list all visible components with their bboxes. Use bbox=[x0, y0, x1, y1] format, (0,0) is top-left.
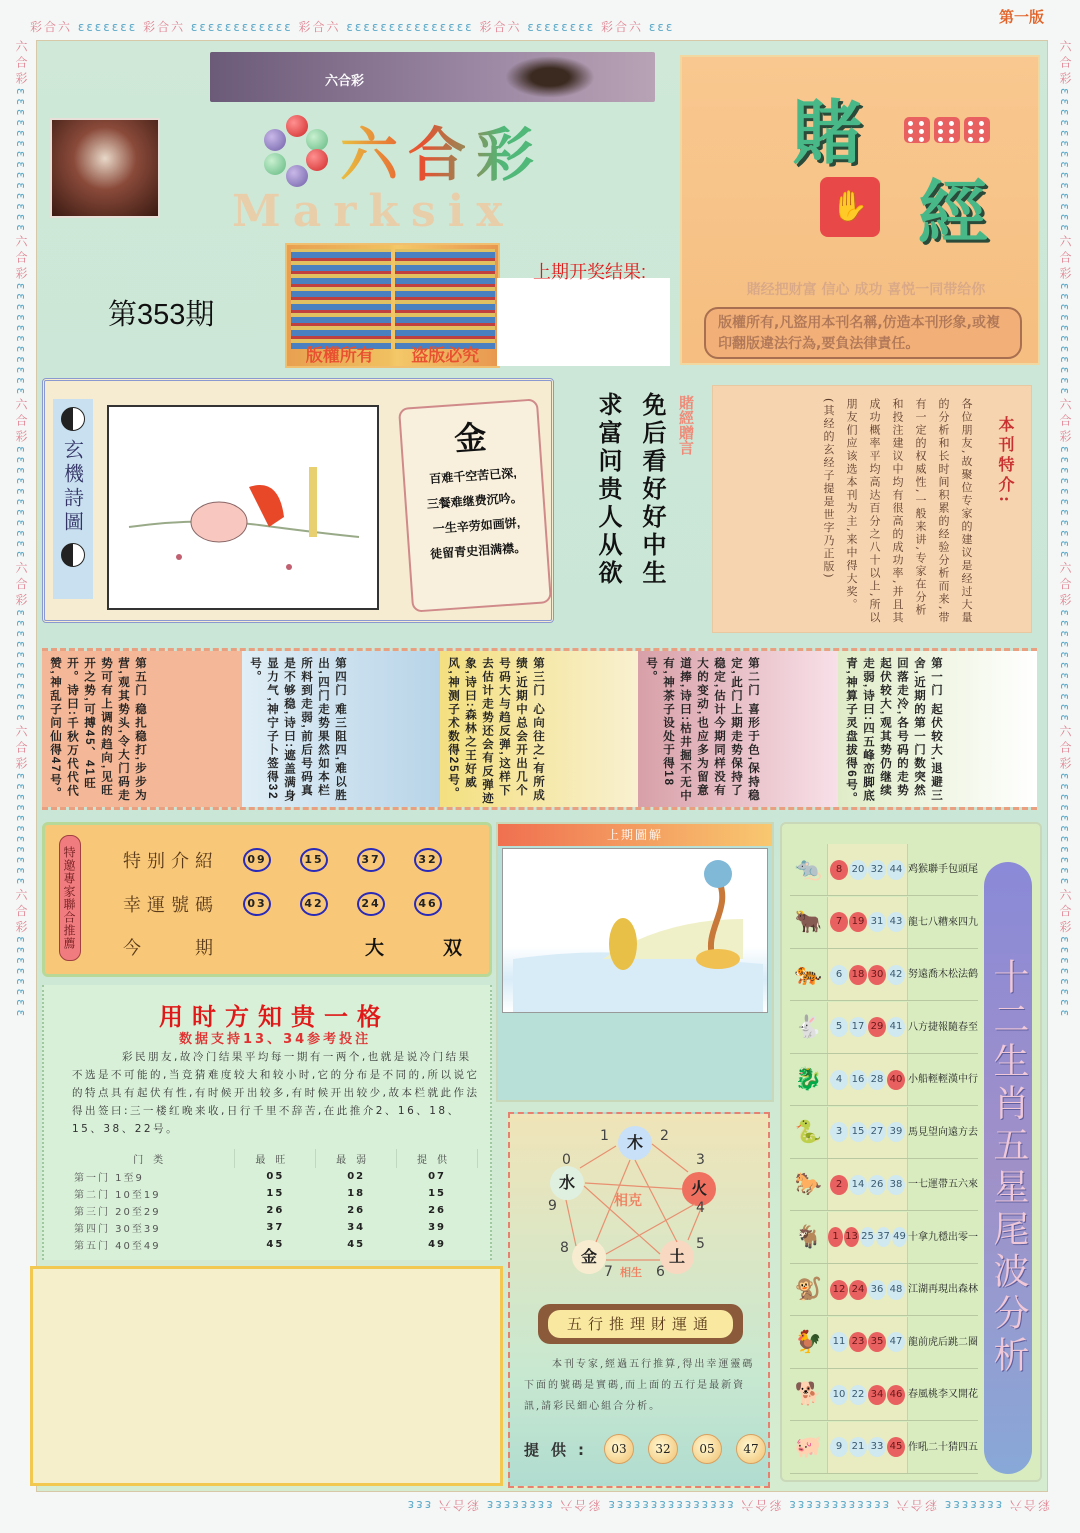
logo-title: 六合彩 bbox=[340, 108, 544, 192]
poem-line: 徒留青史泪满襟。 bbox=[429, 540, 527, 562]
screen-image bbox=[395, 249, 495, 349]
zodiac-numbers bbox=[828, 1317, 908, 1368]
zodiac-numbers bbox=[828, 1159, 908, 1210]
zodiac-numbers bbox=[828, 1264, 908, 1315]
last-issue-picture-panel bbox=[496, 822, 774, 1102]
zodiac-row bbox=[790, 1054, 978, 1106]
poem-side-title: 玄機詩圖 bbox=[60, 439, 85, 535]
number-ball: 8 bbox=[830, 860, 848, 880]
number-ball: 7 bbox=[830, 912, 848, 932]
poem-line: 三餐难继费沉吟。 bbox=[426, 490, 524, 512]
element-water: 水 bbox=[550, 1166, 584, 1200]
mystic-poem-panel bbox=[42, 378, 554, 623]
rooster-icon: 🐓 bbox=[790, 1317, 828, 1368]
zodiac-phrase: 作吼二十猜四五 bbox=[908, 1441, 978, 1453]
poem-cartoon-image bbox=[107, 405, 379, 610]
number-ball: 42 bbox=[887, 965, 905, 985]
dujing-panel bbox=[680, 55, 1040, 365]
tiger-icon: 🐅 bbox=[790, 949, 828, 1000]
number-ball: 48 bbox=[887, 1280, 905, 1300]
zodiac-phrase: 一七運帶五六來 bbox=[908, 1179, 978, 1190]
table-row: 第三门 20至29 26 26 26 bbox=[74, 1205, 447, 1218]
element-metal: 金 bbox=[572, 1240, 606, 1274]
rabbit-icon: 🐇 bbox=[790, 1002, 828, 1053]
zodiac-phrase: 春風桃李又開花 bbox=[908, 1389, 978, 1400]
number-ball: 36 bbox=[868, 1280, 886, 1300]
dog-icon: 🐕 bbox=[790, 1369, 828, 1420]
pig-icon: 🐖 bbox=[790, 1422, 828, 1473]
experts-scroll: 特邀專家聯合推薦 bbox=[59, 835, 81, 961]
article-subtitle: 数据支持13、34参考投注 bbox=[179, 1032, 372, 1047]
ox-icon: 🐂 bbox=[790, 897, 828, 948]
gate-4: 第四门 难三阻四,难以胜出,四门走势果然如本栏所料到走弱,前后号码真是不够稳,诗曰:遮盖满身显力气,神宁子卜签得32号。 bbox=[242, 651, 440, 807]
number-ball: 5 bbox=[830, 1017, 848, 1037]
zodiac-phrase: 八方捷報隨春至 bbox=[908, 1021, 978, 1033]
overcome-label: 相克 bbox=[614, 1193, 642, 1209]
article-panel bbox=[42, 985, 492, 1260]
verse-tag: 賭經贈言 bbox=[677, 395, 695, 455]
screen-image bbox=[291, 249, 391, 349]
number-ball: 29 bbox=[868, 1017, 886, 1037]
number-ball: 12 bbox=[830, 1280, 848, 1300]
poem-element: 金 bbox=[452, 418, 488, 459]
number-ball: 2 bbox=[830, 1175, 848, 1195]
number-ball: 49 bbox=[892, 1227, 907, 1247]
zodiac-row bbox=[790, 844, 978, 896]
zodiac-row bbox=[790, 1107, 978, 1159]
element-wood: 木 bbox=[618, 1126, 652, 1160]
special-row: 特别介紹 09 15 37 32 bbox=[123, 847, 471, 873]
copyright-notice: 版權所有,凡盜用本刊名稱,仿造本刊形象,或複印翻版違法行為,要負法律責任。 bbox=[704, 307, 1022, 359]
number-ball: 18 bbox=[849, 965, 867, 985]
banner-text: 六合彩 bbox=[325, 74, 365, 89]
number-ball: 47 bbox=[887, 1332, 905, 1352]
zodiac-numbers bbox=[828, 1002, 908, 1053]
zodiac-numbers bbox=[828, 1369, 908, 1420]
zodiac-phrase: 龍七八糟來四九 bbox=[908, 916, 978, 928]
table-row: 第五门 40至49 45 45 49 bbox=[74, 1239, 447, 1252]
zodiac-phrase: 小船輕輕漢中行 bbox=[908, 1074, 978, 1085]
dujing-title-2: 經 bbox=[918, 171, 988, 254]
goat-icon: 🐐 bbox=[790, 1212, 828, 1263]
dujing-slogan: 賭经把财富 信心 成功 喜悦一同带给你 bbox=[746, 282, 986, 298]
zodiac-phrase: 龍前虎后跳二圈 bbox=[908, 1336, 978, 1348]
number-ball: 03 bbox=[604, 1434, 634, 1464]
number-ball: 19 bbox=[849, 912, 867, 932]
number-ball: 4 bbox=[830, 1070, 848, 1090]
left-border-pattern: 六合彩ɛɛɛɛɛɛɛɛɛɛɛɛɛɛ六合彩ɛɛɛɛɛɛɛɛɛɛɛ六合彩ɛɛɛɛɛɛɛɛɛɛɛ六合彩ɛɛɛɛɛɛɛɛɛɛɛ六合彩ɛɛɛɛɛɛɛɛɛɛɛ六合彩ɛɛɛɛɛɛɛɛ bbox=[14, 40, 28, 1021]
element-fire: 火 bbox=[682, 1172, 716, 1206]
right-border-pattern: 六合彩ɛɛɛɛɛɛɛɛɛɛɛɛɛɛ六合彩ɛɛɛɛɛɛɛɛɛɛɛ六合彩ɛɛɛɛɛɛɛɛɛɛɛ六合彩ɛɛɛɛɛɛɛɛɛɛɛ六合彩ɛɛɛɛɛɛɛɛɛɛɛ六合彩ɛɛɛɛɛɛɛɛ bbox=[1058, 40, 1072, 1021]
number-ball: 27 bbox=[868, 1122, 886, 1142]
number-ball: 20 bbox=[849, 860, 867, 880]
zodiac-numbers bbox=[828, 1107, 908, 1158]
monkey-icon: 🐒 bbox=[790, 1264, 828, 1315]
generate-label: 相生 bbox=[620, 1266, 642, 1279]
table-row: 第一门 1至9 05 02 07 bbox=[74, 1171, 447, 1184]
horse-racing-banner bbox=[210, 52, 655, 102]
yin-yang-icon bbox=[61, 543, 85, 567]
number-ball: 15 bbox=[849, 1122, 867, 1142]
number-ball: 21 bbox=[849, 1437, 867, 1457]
last-pic-header: 上期圖解 bbox=[498, 824, 772, 846]
screens-image bbox=[285, 243, 500, 368]
lottery-balls-icon bbox=[262, 115, 332, 190]
zodiac-phrase: 十拿九穩出零一 bbox=[908, 1231, 978, 1243]
rat-icon: 🐀 bbox=[790, 844, 828, 895]
number-ball: 45 bbox=[887, 1437, 905, 1457]
gate-1: 第一门 起伏较大,退避三舍,近期的第一门数突然回落走冷,各号码的走势起伏较大,观其势仍继续走弱,诗曰:四五峰峦脚底青,神算子灵盘拔得6号。 bbox=[838, 651, 1037, 807]
zodiac-numbers bbox=[828, 844, 908, 895]
number-ball: 40 bbox=[887, 1070, 905, 1090]
zodiac-row bbox=[790, 897, 978, 949]
top-border-pattern: 彩合六 ɛɛɛɛɛɛɛ 彩合六 ɛɛɛɛɛɛɛɛɛɛɛɛ 彩合六 ɛɛɛɛɛɛɛɛɛɛɛɛɛɛɛ 彩合六 ɛɛɛɛɛɛɛɛ 彩合六 ɛɛɛ bbox=[30, 20, 675, 34]
number-ball: 39 bbox=[887, 1122, 905, 1142]
lottery-machine-photo bbox=[50, 118, 160, 218]
wuxing-body: 本刊专家,經過五行推算,得出幸運靈碼下面的號碼是實碼,而上面的五行是最新資訊,請彩民細心組合分析。 bbox=[524, 1359, 755, 1412]
poem-scroll bbox=[398, 398, 552, 612]
table-row: 第四门 30至39 37 34 39 bbox=[74, 1222, 447, 1235]
number-ball: 33 bbox=[868, 1437, 886, 1457]
edition-label: 第一版 bbox=[998, 8, 1044, 26]
number-ball: 24 bbox=[849, 1280, 867, 1300]
yin-yang-icon bbox=[61, 407, 85, 431]
element-earth: 土 bbox=[660, 1240, 694, 1274]
number-ball: 30 bbox=[868, 965, 886, 985]
verse-line-1: 免后看好好中生 bbox=[638, 392, 665, 588]
number-ball: 46 bbox=[887, 1385, 905, 1405]
wuxing-plaque: 五行推理財運通 bbox=[538, 1304, 743, 1344]
blank-result-box bbox=[497, 278, 670, 366]
article-title: 用时方知贵一格 bbox=[159, 1004, 390, 1031]
number-ball: 23 bbox=[849, 1332, 867, 1352]
gate-5: 第五门 稳扎稳打,步步为营,观其势头,令大门码走势可有上调的趋向,见旺开之势,可搏45、41旺开。诗曰:千秋万代代代赞,神乱子问仙得47号。 bbox=[42, 651, 242, 807]
number-ball: 6 bbox=[830, 965, 848, 985]
hand-seal-icon: ✋ bbox=[820, 177, 880, 237]
number-ball: 13 bbox=[844, 1227, 859, 1247]
zodiac-numbers bbox=[828, 1054, 908, 1105]
poem-line: 百难千空苦已深, bbox=[428, 466, 517, 487]
zodiac-banner: 十二生肖五星尾波分析 bbox=[984, 862, 1032, 1474]
number-ball: 41 bbox=[887, 1017, 905, 1037]
special-picks-panel bbox=[42, 822, 492, 977]
wuxing-provide: 提供: 03 32 05 47 bbox=[524, 1434, 780, 1464]
number-ball: 05 bbox=[692, 1434, 722, 1464]
number-ball: 11 bbox=[830, 1332, 848, 1352]
zodiac-analysis-panel bbox=[780, 822, 1042, 1482]
logo-subtitle: Marksix bbox=[232, 186, 515, 237]
gates-row bbox=[42, 648, 1037, 810]
number-ball: 14 bbox=[849, 1175, 867, 1195]
number-ball: 31 bbox=[868, 912, 886, 932]
zodiac-row bbox=[790, 1264, 978, 1316]
number-ball: 3 bbox=[830, 1122, 848, 1142]
zodiac-row bbox=[790, 1317, 978, 1369]
horse-icon: 🐎 bbox=[790, 1159, 828, 1210]
poem-line: 一生辛劳如画饼, bbox=[432, 515, 521, 536]
number-ball: 28 bbox=[868, 1070, 886, 1090]
current-issue-row: 今 期 大 双 bbox=[123, 937, 463, 959]
number-ball: 16 bbox=[849, 1070, 867, 1090]
article-body: 彩民朋友,故冷门结果平均每一期有一两个,也就是说冷门结果不选是不可能的,当竞猜难度较大和较小时,它的分布是不同的,所以说它的特点具有起伏有性,有时候开出较多,有时候开出较少,故本栏就此作法得出签曰:三一楼红晚来收,日行千里不辞苦,在此推介2、16、18、15、38、22号。 bbox=[72, 1051, 480, 1135]
poem-side-bar bbox=[53, 399, 93, 599]
zodiac-numbers bbox=[828, 1422, 908, 1473]
zodiac-row bbox=[790, 1212, 978, 1264]
horses-image bbox=[505, 56, 595, 98]
zodiac-numbers bbox=[828, 949, 908, 1000]
zodiac-row bbox=[790, 1002, 978, 1054]
table-row: 第二门 10至19 15 18 15 bbox=[74, 1188, 447, 1201]
number-ball: 34 bbox=[868, 1385, 886, 1405]
number-ball: 22 bbox=[849, 1385, 867, 1405]
zodiac-phrase: 馬見望向遠方去 bbox=[908, 1126, 978, 1138]
lucky-row: 幸運號碼 03 42 24 46 bbox=[123, 891, 471, 917]
intro-title: 本刊特介: bbox=[996, 416, 1015, 506]
zodiac-row bbox=[790, 1159, 978, 1211]
number-ball: 32 bbox=[868, 860, 886, 880]
zodiac-numbers bbox=[828, 897, 908, 948]
issue-number: 第353期 bbox=[108, 299, 215, 331]
number-ball: 43 bbox=[887, 912, 905, 932]
blank-ad-box bbox=[30, 1266, 503, 1486]
dragon-icon: 🐉 bbox=[790, 1054, 828, 1105]
piracy-label: 盗版必究 bbox=[411, 346, 480, 366]
number-ball: 1 bbox=[828, 1227, 843, 1247]
bottom-border-pattern: 彩合六 ɛɛɛɛɛɛɛ 彩合六 ɛɛɛɛɛɛɛɛɛɛɛɛ 彩合六 ɛɛɛɛɛɛɛɛɛɛɛɛɛɛɛ 彩合六 ɛɛɛɛɛɛɛɛ 彩合六 ɛɛɛ bbox=[405, 1498, 1050, 1512]
gate-2: 第二门 喜形于色,保持稳定,此门上期走势保持了稳定,估计今期同样没有大的变动,也应多为留意道捧,诗曰:枯井掘不无中有,神茶子设处于得18号。 bbox=[638, 651, 838, 807]
zodiac-row bbox=[790, 1369, 978, 1421]
number-ball: 47 bbox=[736, 1434, 766, 1464]
copyright-label: 版權所有 bbox=[305, 346, 374, 366]
zodiac-row bbox=[790, 949, 978, 1001]
verse-line-2: 求富问贵人从欲 bbox=[594, 392, 621, 588]
number-ball: 37 bbox=[876, 1227, 891, 1247]
number-ball: 35 bbox=[868, 1332, 886, 1352]
last-result-label: 上期开奖结果: bbox=[533, 262, 647, 282]
dujing-title-1: 賭 bbox=[792, 91, 862, 174]
number-ball: 32 bbox=[648, 1434, 678, 1464]
number-ball: 25 bbox=[860, 1227, 875, 1247]
number-ball: 44 bbox=[887, 860, 905, 880]
zodiac-numbers bbox=[828, 1212, 908, 1263]
number-ball: 17 bbox=[849, 1017, 867, 1037]
number-ball: 10 bbox=[830, 1385, 848, 1405]
intro-text: 各位朋友,故聚位专家的建议是经过大量的分析和长时间积累的经验分析而来,带有一定的权威性,一般来讲,专家在分析和投注建议中均有很高的成功率,并且其成功概率平均高达百分之八十以上,所以朋友们应该选本刊为主,来中得大奖。(其经的玄经子提是世字乃正版) bbox=[822, 398, 973, 625]
zodiac-row bbox=[790, 1422, 978, 1474]
door-stats-table: 门类 最旺 最弱 提供 第一门 1至9 05 02 07 第二门 10至19 15 18 15 第三门 20至29 26 26 26 第四门 30至39 37 34 39 第五门 40至49 45 45 49 bbox=[72, 1149, 478, 1253]
gate-3: 第三门 心向往之,有所成绩,近期中总会开出几个号码大与趋反弹,这样下去估计走势还会有反弹迹象,诗曰:森林之王好威风,神测子术数得25号。 bbox=[440, 651, 638, 807]
zodiac-phrase: 鸡猴聯手包頭尾 bbox=[908, 864, 978, 875]
five-elements-panel: 木 火 土 金 水 0 1 2 3 4 5 6 7 8 9 相克 相生 五行推理財運通 本刊专家,經過五行推算,得出幸運靈碼下面的號碼是實碼,而上面的五行是最新資訊,請彩民細心組合分析。 提供: 03 32 05 47 bbox=[508, 1112, 770, 1488]
zodiac-phrase: 努遠喬木松法鹤 bbox=[908, 969, 978, 980]
zodiac-phrase: 江湖再現出森林 bbox=[908, 1284, 978, 1295]
number-ball: 38 bbox=[887, 1175, 905, 1195]
deer-drinking-image bbox=[502, 848, 768, 1013]
snake-icon: 🐍 bbox=[790, 1107, 828, 1158]
intro-panel bbox=[712, 385, 1032, 633]
dice-icon bbox=[904, 117, 990, 143]
number-ball: 26 bbox=[868, 1175, 886, 1195]
number-ball: 9 bbox=[830, 1437, 848, 1457]
